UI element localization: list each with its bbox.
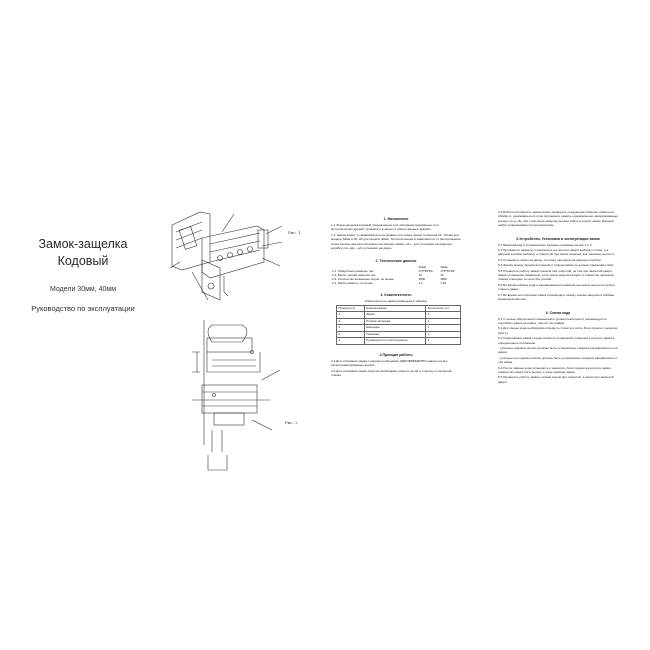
kit-cell: 5 — [337, 338, 365, 345]
section-4-heading: 4.Принцип работы — [379, 352, 413, 357]
section-5-heading: 5.Устройство, Установка и эксплуатация замка — [516, 236, 600, 241]
spec-cell: 1,1 — [418, 281, 423, 286]
kit-cell: 2 — [337, 318, 365, 325]
spec-cell: 15 — [418, 273, 422, 278]
cover-title-line2: Кодовый — [57, 254, 109, 268]
section-5-item: 5.6 Во время набора кода и одновременного нажатия на кнопки нельзя пытаться открыть дверь. — [498, 282, 615, 292]
section-6-item: 6.1 С целью обеспечения повышенного уровня секретности рекомендуется подобрать замок на новых, чем на три цифры. — [498, 316, 607, 325]
kit-cell: 1 — [426, 331, 461, 338]
paragraph-4-3: 4.3 Работоспособность замка можно проверить следующим образом: нажать на обойму и, удерживая ее в этом положении, нажать одновременно закодированные кнопки «1» и «6» при этом засов защелки должен войти в корпус замка. Данный шифр устанавливается изготовителем. — [498, 210, 618, 228]
instructions-column-1 — [331, 214, 461, 378]
cover-models: Модели 30мм, 40мм — [49, 286, 117, 293]
figure-2-label: Рис. 2 — [285, 420, 298, 425]
kit-cell: 1 — [426, 312, 461, 319]
instructions-page-2 — [488, 0, 650, 650]
kit-row — [337, 338, 461, 345]
cover-title-line1: Замок-защелка — [38, 237, 128, 251]
kit-cell: Планка запорная — [364, 318, 426, 325]
section-1-paragraph-1: 1.1 Замок-защелка кодовый предназначен для запирания деревянных или металлических дверей, применять в жилых и общественных зданиях. — [331, 223, 439, 232]
spec-cell: 2.1. Габаритные размеры, мм — [332, 269, 374, 274]
section-1-heading: 1. Назначение — [383, 217, 409, 221]
section-5-item: 5.5 Проверить работу замка сначала при открытой, за тем при закрытой двери. Замок установлен правильно, если засов защелки входит в отверстие запорной планки и выходит из него без усилий. — [498, 268, 614, 282]
section-5-item: 5.1 Внешний вид и установочные размеры показаны на рис.1 и 2. — [498, 242, 593, 247]
kit-cell: Руководство по эксплуатации — [364, 338, 426, 345]
spec-cell: 2.3. Количество возможных кодов, не менее — [332, 277, 394, 282]
spec-header-cell: 30мм — [418, 265, 426, 270]
spec-header-cell: 40мм — [440, 265, 448, 270]
kit-cell: 1 — [426, 338, 461, 345]
section-6-item: - гуляльцы кодовых кнопок должны быть установлены сзадем в направлении к оси замка. — [498, 345, 618, 355]
kit-header-cell: Позиция (1) — [337, 305, 365, 312]
spec-cell: 175*50*80 — [418, 269, 433, 274]
kit-cell: 4 — [337, 331, 365, 338]
kit-header-cell: Количество, шт — [426, 305, 461, 312]
spec-cell: 15 — [440, 273, 444, 278]
spec-cell: 1800 — [440, 277, 447, 282]
cover-page — [0, 0, 162, 650]
kit-cell: 1 — [426, 318, 461, 325]
section-1-paragraph-2: 1.2. Замок может устанавливаться на правые или левые двери толщиной 24...30 мм для модели 30мм и 40..45 для модели 40мм. Тип исполнения в зависимости от расположения скоса засова защелки обозначен на крышке замка: «Л» - для установки на дверную коробку или «Д» - для установки на дверь. — [331, 232, 461, 251]
kit-cell: Накладка — [364, 325, 426, 332]
section-6-item: 6.2 Для смены кода необходимо отвернуть 4 винта и снять блок пружин с рычагом (рис.1). — [498, 326, 618, 335]
kit-cell: Упаковка — [364, 331, 426, 338]
section-2-heading: 2. Технические данные — [375, 259, 417, 264]
section-5-item: 5.2 Произвести разметку и выполнить на полотне двери выборку и пазы, а в дверной коробке выборку и отверстия под засов защелки, как показано на рис.2 — [498, 248, 614, 257]
instructions-page-1 — [325, 0, 488, 650]
drawings-page — [162, 0, 325, 650]
spec-table — [331, 265, 461, 285]
spec-cell: 175*50*98 — [440, 269, 455, 274]
spec-cell: 2.2. Вылет засова защелки, мм — [332, 273, 376, 278]
section-4-paragraph-1: 4.1 Для отпирания замка с наружи необходимо ОДНОВРЕМЕННО нажать на все запрограммированные кнопки. — [331, 358, 448, 368]
section-6-item: 6.3 Кодирование замка осуществляется установкой гуляльцев в корпусе замка в определенное положение. — [498, 336, 615, 345]
kit-header-cell: Наименование — [364, 305, 426, 312]
figure-1-label: Рис. 1 — [288, 230, 301, 235]
section-3-heading: 3. Комплектность — [380, 293, 412, 298]
section-6-item: - гуляльцы не кодовых кнопок должны быть установлены сзадем в направлении от оси замка. — [498, 355, 618, 365]
section-5-item: 5.3 Установить замок на дверь, а планку запорную на дверную коробку. — [498, 257, 602, 262]
section-4-paragraph-2: 4.2 Для отпирания замка изнутри необходимо отвести рычаг в сторону от запорной планки. — [331, 368, 452, 378]
section-3-intro: Комплектность замка приведена в таблице — [364, 299, 428, 304]
lock-technical-drawing — [162, 0, 325, 650]
spec-cell: 2.4. Масса замка кг, не более — [332, 281, 373, 286]
kit-cell: 3 — [337, 325, 365, 332]
instructions-column-2 — [498, 210, 618, 385]
spec-cell: 1,25 — [440, 281, 447, 286]
cover-manual-title: Руководство по эксплуатации — [31, 304, 135, 313]
spec-cell: 1500 — [418, 277, 426, 282]
cover-title — [28, 236, 138, 270]
section-5-item: 5.7 Во время эксплуатации замка производить смазку засова защелки и обоймы машинным маслом. — [498, 292, 615, 302]
section-5-item: 5.4 Засову между запорной планкой и торцом замка не должно превышать 3мм. — [498, 263, 614, 268]
kit-cell: Замок — [364, 312, 426, 319]
section-6-item: 6.4 После замены кода установить и закрепить блок пружин на корпусе замка, совместив отверстия в рычаге с осью привода замка. — [498, 365, 612, 374]
section-6-heading: 6. Смена кода — [545, 310, 571, 315]
kit-cell: 1 — [426, 325, 461, 332]
kit-cell: 1 — [337, 312, 365, 319]
kit-table — [336, 305, 461, 345]
section-6-item: 6.5 Проверить работу замка с новым кодом при открытой, а затем при закрытой двери. — [498, 375, 614, 384]
